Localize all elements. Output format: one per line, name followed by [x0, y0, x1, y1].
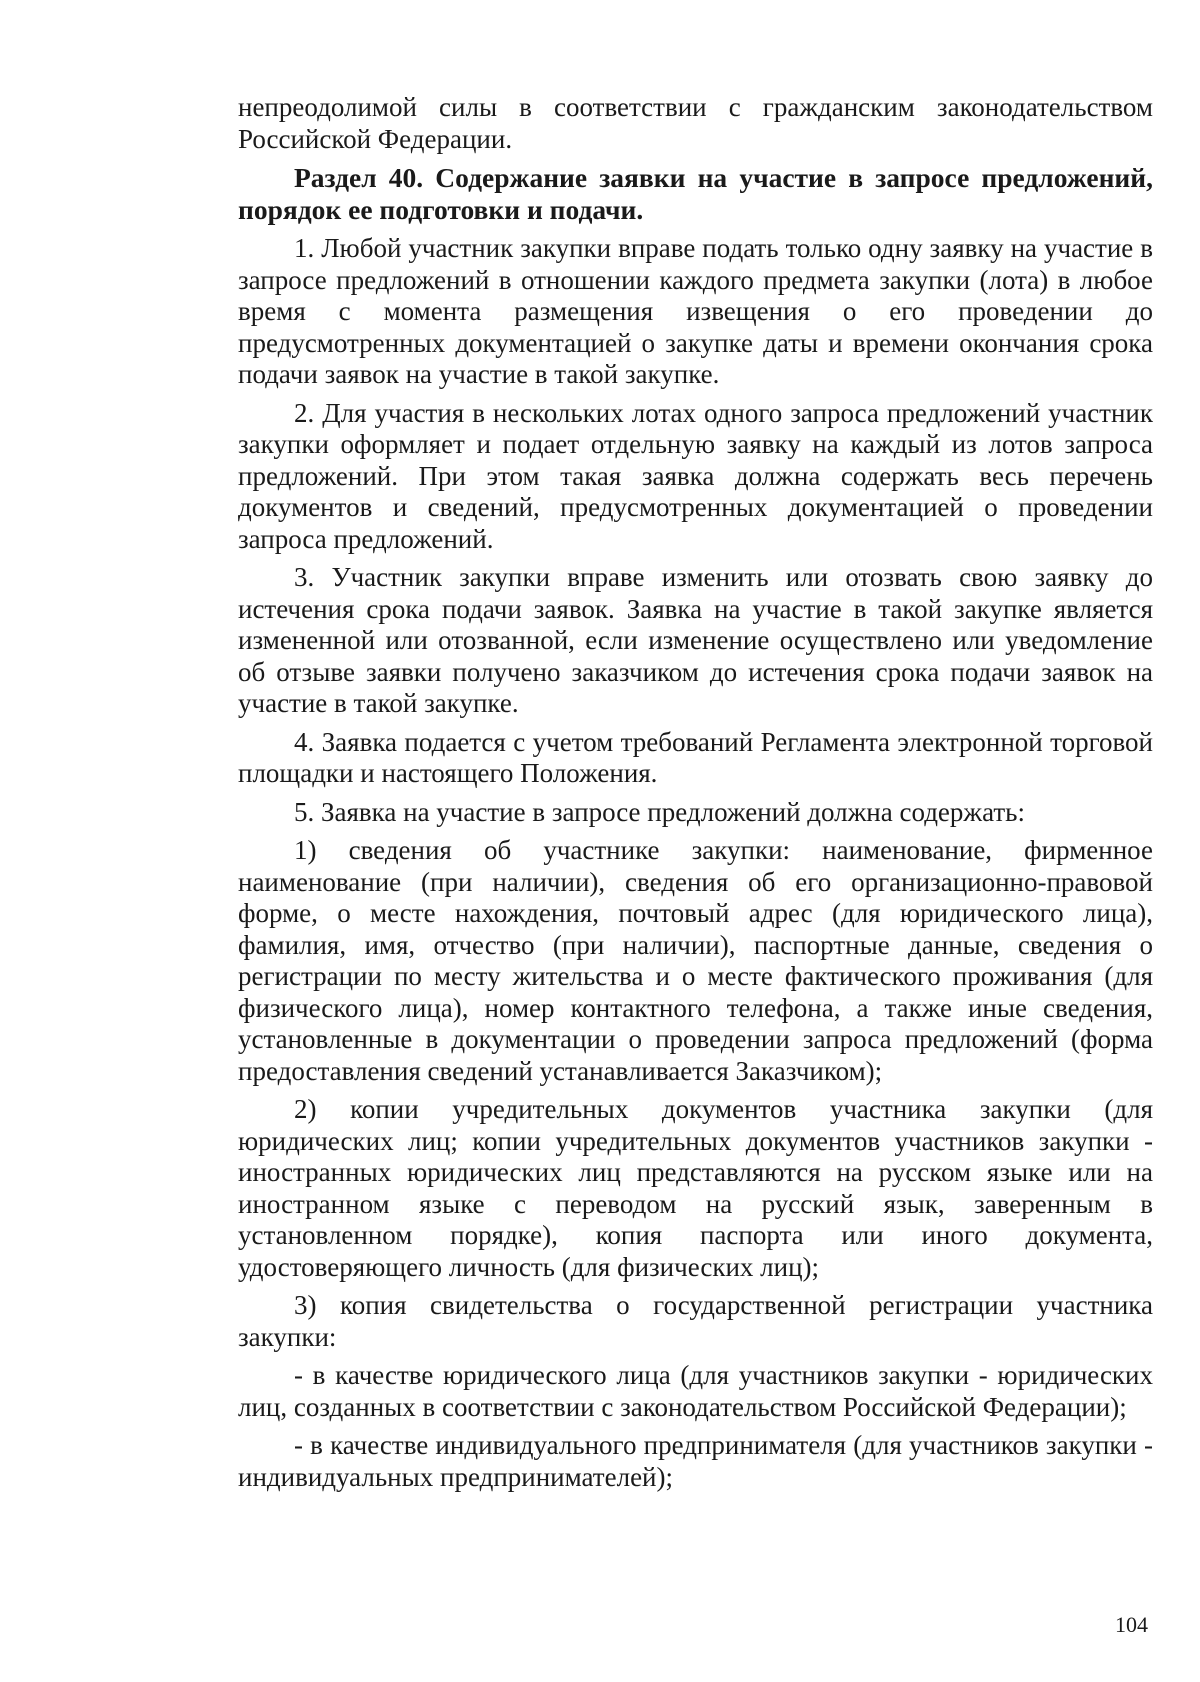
- paragraph-4: 4. Заявка подается с учетом требований Регламента электронной торговой площадки и настоящего Положения.: [238, 726, 1153, 788]
- list-item-3: 3) копия свидетельства о государственной регистрации участника закупки:: [238, 1290, 1153, 1352]
- document-page: [238, 92, 1153, 1500]
- paragraph-3: 3. Участник закупки вправе изменить или отозвать свою заявку до истечения срока подачи заявок. Заявка на участие в такой закупке является измененной или отозванной, если изменение осуществлено или уведомление об отзыве заявки получено заказчиком до истечения срока подачи заявок на участие в такой закупке.: [238, 562, 1153, 718]
- list-item-2: 2) копии учредительных документов участника закупки (для юридических лиц; копии учредительных документов участников закупки - иностранных юридических лиц представляются на русском языке или на иностранном языке с переводом на русский язык, заверенным в установленном порядке), копия паспорта или иного документа, удостоверяющего личность (для физических лиц);: [238, 1094, 1153, 1282]
- sub-item-entrepreneur: - в качестве индивидуального предпринимателя (для участников закупки - индивидуальных предпринимателей);: [238, 1430, 1153, 1492]
- sub-item-legal-entity: - в качестве юридического лица (для участников закупки - юридических лиц, созданных в соответствии с законодательством Российской Федерации);: [238, 1360, 1153, 1422]
- intro-paragraph: непреодолимой силы в соответствии с гражданским законодательством Российской Федерации.: [238, 92, 1153, 154]
- section-heading: Раздел 40. Содержание заявки на участие в запросе предложений, порядок ее подготовки и подачи.: [238, 162, 1153, 225]
- page-number: 104: [1115, 1612, 1148, 1637]
- paragraph-1: 1. Любой участник закупки вправе подать только одну заявку на участие в запросе предложений в отношении каждого предмета закупки (лота) в любое время с момента размещения извещения о его проведении до предусмотренных документацией о закупке даты и времени окончания срока подачи заявок на участие в такой закупке.: [238, 233, 1153, 389]
- paragraph-2: 2. Для участия в нескольких лотах одного запроса предложений участник закупки оформляет и подает отдельную заявку на каждый из лотов запроса предложений. При этом такая заявка должна содержать весь перечень документов и сведений, предусмотренных документацией о проведении запроса предложений.: [238, 397, 1153, 554]
- paragraph-5: 5. Заявка на участие в запросе предложений должна содержать:: [294, 796, 1025, 827]
- list-item-1: 1) сведения об участнике закупки: наименование, фирменное наименование (при наличии), сведения об его организационно-правовой форме, о месте нахождения, почтовый адрес (для юридического лица), фамилия, имя, отчество (при наличии), паспортные данные, сведения о регистрации по месту жительства и о месте фактического проживания (для физического лица), номер контактного телефона, а также иные сведения, установленные в документации о проведении запроса предложений (форма предоставления сведений устанавливается Заказчиком);: [238, 835, 1153, 1086]
